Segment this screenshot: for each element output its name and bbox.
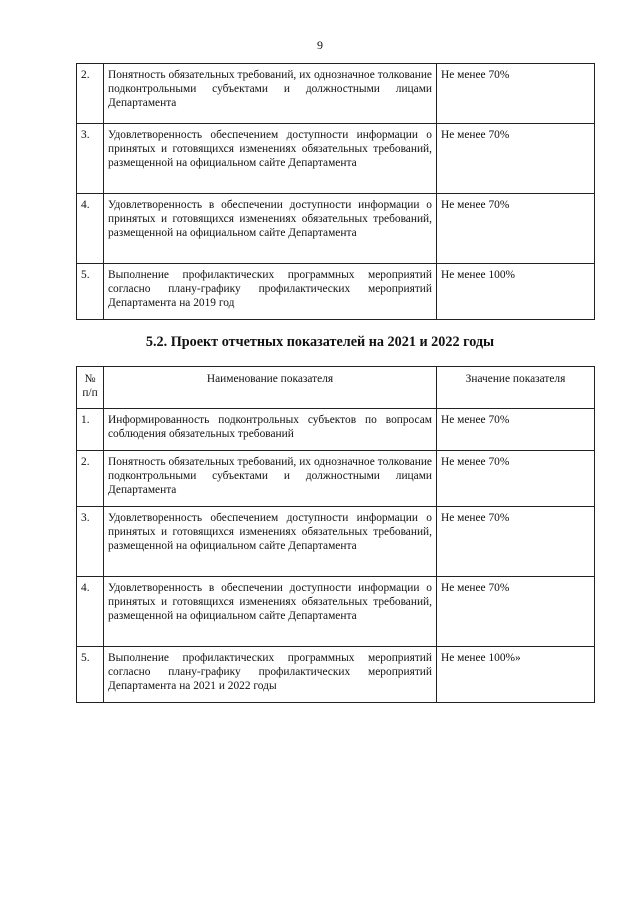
indicator-value: Не менее 70% (437, 451, 595, 507)
table-row (77, 264, 595, 320)
table-row (77, 124, 595, 194)
table-row (77, 194, 595, 264)
table-row (77, 64, 595, 124)
indicator-name: Удовлетворенность в обеспечении доступности информации о принятых и готовящихся изменениях обязательных требований, размещенной на официальном сайте Департамента (104, 577, 437, 647)
section-title: 5.2. Проект отчетных показателей на 2021 и 2022 годы (145, 334, 495, 350)
indicator-value: Не менее 70% (437, 64, 595, 124)
page-number: 9 (317, 38, 323, 52)
indicator-value: Не менее 70% (437, 507, 595, 577)
row-number: 5. (77, 264, 104, 320)
indicators-table-2021-2022 (76, 366, 595, 703)
row-number: 4. (77, 194, 104, 264)
table-row (77, 647, 595, 703)
indicator-value: Не менее 70% (437, 409, 595, 451)
indicator-name: Удовлетворенность обеспечением доступности информации о принятых и готовящихся изменениях обязательных требований, размещенной на официальном сайте Департамента (104, 124, 437, 194)
indicator-name: Понятность обязательных требований, их однозначное толкование подконтрольными субъектами и должностными лицами Департамента (104, 451, 437, 507)
indicator-value: Не менее 70% (437, 577, 595, 647)
indicator-name: Выполнение профилактических программных мероприятий согласно плану-графику профилактических мероприятий Департамента на 2019 год (104, 264, 437, 320)
row-number: 2. (77, 451, 104, 507)
indicator-name: Информированность подконтрольных субъектов по вопросам соблюдения обязательных требований (104, 409, 437, 451)
table-row (77, 451, 595, 507)
indicator-value: Не менее 70% (437, 194, 595, 264)
column-header-value: Значение показателя (437, 367, 595, 409)
indicator-value: Не менее 70% (437, 124, 595, 194)
row-number: 2. (77, 64, 104, 124)
indicator-name: Выполнение профилактических программных мероприятий согласно плану-графику профилактических мероприятий Департамента на 2021 и 2022 годы (104, 647, 437, 703)
row-number: 4. (77, 577, 104, 647)
indicator-name: Понятность обязательных требований, их однозначное толкование подконтрольными субъектами и должностными лицами Департамента (104, 64, 437, 124)
table-header-row (77, 367, 595, 409)
indicator-value: Не менее 100% (437, 264, 595, 320)
table-row (77, 577, 595, 647)
indicators-table-continued (76, 63, 595, 320)
column-header-number: № п/п (77, 367, 104, 409)
row-number: 1. (77, 409, 104, 451)
row-number: 3. (77, 507, 104, 577)
row-number: 5. (77, 647, 104, 703)
indicator-name: Удовлетворенность обеспечением доступности информации о принятых и готовящихся изменениях обязательных требований, размещенной на официальном сайте Департамента (104, 507, 437, 577)
table-row (77, 507, 595, 577)
indicator-name: Удовлетворенность в обеспечении доступности информации о принятых и готовящихся изменениях обязательных требований, размещенной на официальном сайте Департамента (104, 194, 437, 264)
indicator-value: Не менее 100%» (437, 647, 595, 703)
table-row (77, 409, 595, 451)
column-header-name: Наименование показателя (104, 367, 437, 409)
row-number: 3. (77, 124, 104, 194)
